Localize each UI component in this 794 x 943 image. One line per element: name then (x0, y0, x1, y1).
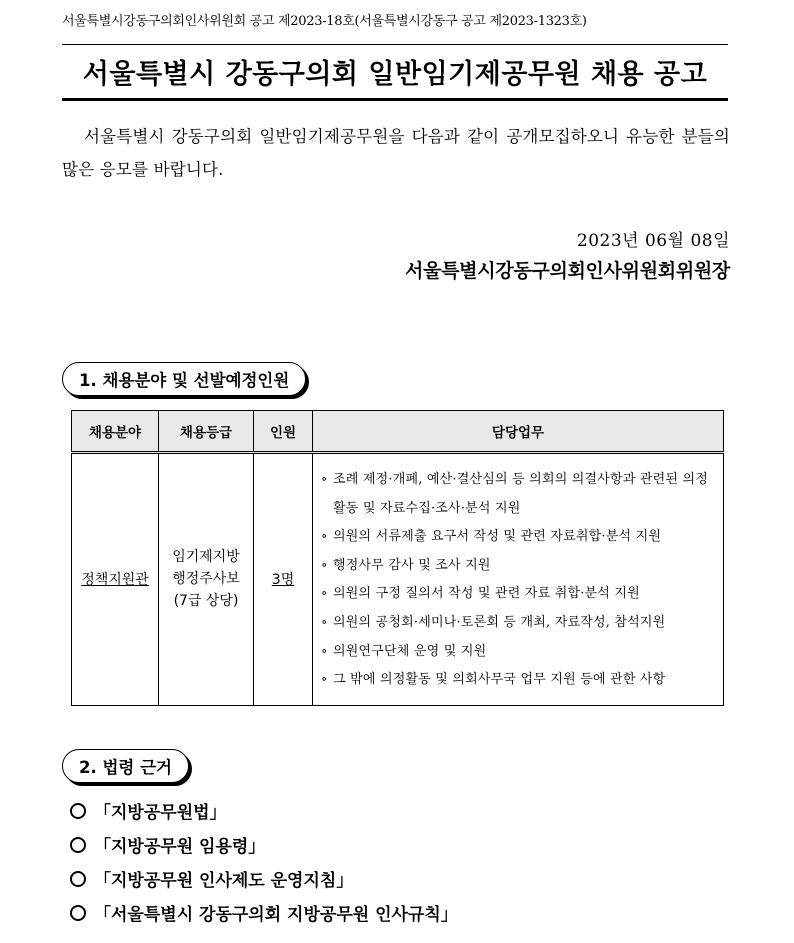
table-header-row (72, 411, 724, 453)
count-value: 3명 (271, 572, 295, 589)
law-name: 「지방공무원 인사제도 운영지침」 (94, 871, 354, 891)
law-name: 「지방공무원 임용령」 (94, 837, 266, 857)
title-divider (62, 98, 728, 101)
list-item: ∘ 조례 제정·개폐, 예산·결산심의 등 의회의 의결사항과 관련된 의정활동 및 자료수집·조사·분석 지원 (321, 466, 717, 523)
notice-signer: 서울특별시강동구의회인사위원회위원장 (405, 260, 730, 282)
list-item: ∘ 의원의 공청회·세미나·토론회 등 개최, 자료작성, 참석지원 (321, 609, 717, 638)
field-cell (72, 453, 159, 706)
top-divider (62, 44, 728, 45)
circle-bullet-icon (70, 905, 86, 921)
list-item: ∘ 의원연구단체 운영 및 지원 (321, 638, 717, 667)
list-item: ∘ 행정사무 감사 및 조사 지원 (321, 552, 717, 581)
list-item: ∘ 의원의 서류제출 요구서 작성 및 관련 자료취합·분석 지원 (321, 523, 717, 552)
duties-cell (313, 453, 724, 706)
list-item (70, 830, 458, 864)
count-cell (254, 453, 313, 706)
col-header-count: 인원 (254, 411, 313, 453)
col-header-duties: 담당업무 (313, 411, 724, 453)
law-name: 「지방공무원법」 (94, 803, 227, 823)
page-title: 서울특별시 강동구의회 일반임기제공무원 채용 공고 (82, 59, 708, 90)
col-header-field: 채용분야 (72, 411, 159, 453)
grade-line: (7급 상당) (173, 593, 239, 610)
list-item (70, 796, 458, 830)
list-item (70, 898, 458, 932)
intro-paragraph: 서울특별시 강동구의회 일반임기제공무원을 다음과 같이 공개모집하오니 유능한 분들의 많은 응모를 바랍니다. (62, 127, 730, 179)
grade-cell (159, 453, 254, 706)
section-heading-legal-basis: 2. 법령 근거 (62, 749, 189, 783)
notice-date: 2023년 06월 08일 (576, 231, 730, 251)
circle-bullet-icon (70, 871, 86, 887)
section-heading-recruitment: 1. 채용분야 및 선발예정인원 (62, 362, 306, 396)
law-name: 「서울특별시 강동구의회 지방공무원 인사규칙」 (94, 905, 458, 925)
grade-line: 행정주사보 (172, 571, 240, 588)
list-item: ∘ 의원의 구정 질의서 작성 및 관련 자료 취합·분석 지원 (321, 580, 717, 609)
duty-list (321, 466, 717, 695)
notice-reference: 서울특별시강동구의회인사위원회 공고 제2023-18호(서울특별시강동구 공고 제2023-1323호) (62, 14, 587, 29)
table-row (72, 453, 724, 706)
circle-bullet-icon (70, 837, 86, 853)
col-header-grade: 채용등급 (159, 411, 254, 453)
circle-bullet-icon (70, 803, 86, 819)
list-item: ∘ 그 밖에 의정활동 및 의회사무국 업무 지원 등에 관한 사항 (321, 666, 717, 695)
list-item (70, 864, 458, 898)
field-value: 정책지원관 (81, 572, 149, 589)
legal-basis-list (70, 796, 458, 932)
grade-line: 임기제지방 (172, 549, 240, 566)
recruitment-table (71, 410, 724, 706)
